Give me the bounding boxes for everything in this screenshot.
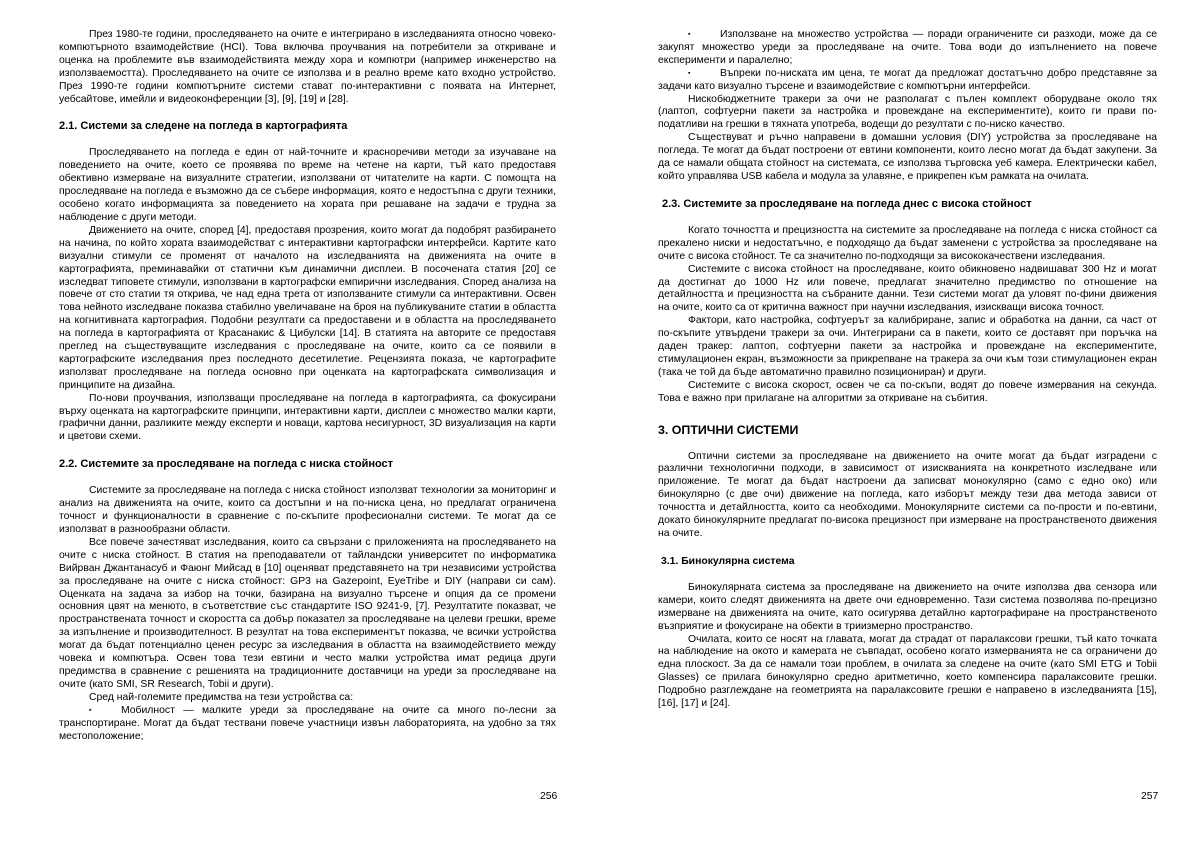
bullet-item-low-price-text: Въпреки по-ниската им цена, те могат да предложат достатъчно добро представяне за задачи като визуално търсене и взаимодействие с компютърни интерфейси. [658,67,1157,92]
section-3-1-paragraph-1: Бинокулярната система за проследяване на движението на очите използва два сензора или камери, които следят движенията на двете очи едновременно. Тази система позволява по-прецизно измерване на движенията на очите, като осигурява детайлно картографиране на пространственото възприятие и фокусиране на обекти в триизмерно пространство. [658,581,1157,632]
bullet-item-low-price [658,68,1157,94]
section-2-2-heading: 2.2. Системите за проследяване на погледа с ниска стойност [59,458,394,471]
bullet-item-mobility [59,705,556,744]
section-2-3-paragraph-3: Фактори, като настройка, софтуерът за калибриране, запис и обработка на данни, са част от по-скъпите утвърдени тракери за очи. Интегрирани са в пакети, които се доставят при поръчка на даден тракер: лаптоп, софтуерни пакети за настройка и провеждане на експериментите, стимулационен екран, възможности за прикрепване на тракера за очи към този стимулационен екран (така че той да бъде автоматично правилно позициониран) и други. [658,315,1157,378]
bullet-square-icon: ▪ [89,706,92,714]
section-3-1-paragraph-2: Очилата, които се носят на главата, могат да страдат от паралаксови грешки, тъй като точката на наблюдение на окото и камерата не съвпадат, особено когато измерванията не са ограничени до една плоскост. За да се намали този проблем, в очилата за следене на очите (като SMI ETG и Tobii Glasses) се прилага бинокулярно средно аритметично, което компенсира паралаксовите грешки. Подробно разглеждане на геометрията на паралаксовите грешки е направено в изследванията [15], [16], [17] и [24]. [658,633,1157,710]
right-page [600,0,1200,849]
section-2-3-paragraph-2: Системите с висока стойност на проследяване, които обикновено надвишават 300 Hz и могат да достигнат до 1000 Hz или повече, предлагат значително предимство по отношение на детайлността и прецизността на събраните данни. Тези системи могат да уловят по-фини движения на очите, които са от критична важност при научни изследвания, изискващи висока точност. [658,263,1157,314]
section-2-2-paragraph-2: Все повече зачестяват изследвания, които са свързани с приложенията на проследяването на очите с ниска стойност. В статия на преподаватели от тайландски университет по информатика Вийрван Джантанасуб и Фаюнг Мийсад в [10] оценяват представянето на три независими устройства за проследяване на очите с ниска стойност: GP3 на Gazepoint, EyeTribe и DIY (направи си сам). Оценката на задача за избор на точки, базирана на визуално търсене и опция да се промени основния цвят на менюто, в съответствие със стандартите ISO 9241-9, [7]. Резултатите показват, че пространствената точност и скоростта са добър показател за проследяване на целеви грешки, време за изпълнение и производителност. В резултат на това експериментът показва, че всички устройства могат да бъдат потенциално ценен ресурс за изследвания в областта на взаимодействието между човека и компютъра. Освен това тези евтини и често малки устройства имат редица други предимства в сравнение с решенията на традиционните доставчици на уреди за проследяване на очите (като SMI, SR Research, Tobii и други). [59,536,556,690]
section-2-1-paragraph-3: По-нови проучвания, използващи проследяване на погледа в картографията, са фокусирани върху оценката на картографските принципи, интерактивни карти, дисплеи с множество малки карти, графични данни, разликите между експерти и новаци, картова несигурност, 3D визуализация на карти и цветови схеми. [59,392,556,443]
page-number-right: 257 [1141,791,1159,802]
section-2-3-paragraph-1: Когато точността и прецизността на системите за проследяване на погледа с ниска стойност са прекалено ниски и недостатъчно, е подходящо да бъдат заменени с устройства за проследяване на очите с висока стойност. Те са значително по-подходящи за висококачествени изследвания. [658,224,1157,262]
intro-paragraph: През 1980-те години, проследяването на очите е интегрирано в изследванията относно човеко-компютърното взаимодействие (HCI). Това включва проучвания на потребители за откриване и оценка на проблемите във взаимодействията между хора и компютри (например инженерство на използваемостта). Проследяването на очите се използва и в реално време като входно устройство. През 1990-те години компютърните системи стават по-интерактивни с появата на Интернет, уебсайтове, имейли и видеоконференции [3], [9], [19] и [28]. [59,29,556,105]
bullet-item-multiple-devices-text: Използване на множество устройства — поради ограничените си разходи, може да се закупят множество уреди за проследяване на очите. Това води до изпълнението на повече експерименти и паралелно; [658,29,1157,66]
section-3-paragraph-1: Оптични системи за проследяване на движението на очите могат да бъдат изградени с различни технологични подходи, в зависимост от изискванията на конкретното изследване или приложение. Те могат да бъдат настроени да записват монокулярно (само с едно око) или бинокулярно (с две очи) движение на погледа, като изборът между тези два метода зависи от точността и детайлността, които са необходими. Монокулярните системи са по-прости и по-евтини, докато бинокулярните предлагат по-висока прецизност при измерване на пространственото движения на очите. [658,450,1157,539]
section-2-2-paragraph-3: Сред най-големите предимства на тези устройства са: [89,691,354,703]
section-2-2-paragraph-1: Системите за проследяване на погледа с ниска стойност използват технологии за мониторинг и анализ на движенията на очите, които са достъпни и на по-ниска цена, но предлагат ограничена точност и функционалности в сравнение с по-скъпите професионални системи. Те могат да се използват в разнообразни области. [59,485,556,535]
section-2-3-heading: 2.3. Системите за проследяване на погледа днес с висока стойност [662,197,1032,210]
section-3-heading: 3. ОПТИЧНИ СИСТЕМИ [658,422,799,437]
diy-paragraph: Съществуват и ръчно направени в домашни условия (DIY) устройства за проследяване на погледа. Те могат да бъдат построени от евтини компоненти, които лесно могат да бъдат закупени. За да се намали общата стойност на системата, се използва търговска уеб камера. Електрически кабел, който управлява USB кабела и модула за улавяне, е прикрепен към рамката на очилата. [658,132,1157,182]
section-2-3-paragraph-4: Системите с висока скорост, освен че са по-скъпи, водят до повече измервания на секунда. Това е важно при прилагане на алгоритми за откриване на събития. [658,379,1157,404]
right-page-column [658,29,1157,711]
low-budget-paragraph: Нискобюджетните тракери за очи не разполагат с пълен комплект оборудване около тях (лаптоп, софтуерни пакети за настройка и провеждане на експериментите), които ги прави по-податливи на грешки в тяхната употреба, водещи до резултати с по-ниско качество. [658,93,1157,131]
page-number-left: 256 [540,791,558,802]
section-2-1-paragraph-1: Проследяването на погледа е един от най-точните и красноречиви методи за изучаване на поведението на очите, което се проявява по време на четене на карти, тъй като предоставя обективно измерване на визуалните стратегии, използвани от читателите на карти. С помощта на проследяване на погледа е възможно да се събере информация, която е недостъпна с други техники, особено когато информацията за поведението на хората при решаване на задачи е трудна за наблюдение с други методи. [59,147,556,223]
section-3-1-heading: 3.1. Бинокулярна система [661,555,795,567]
bullet-item-mobility-text: Мобилност — малките уреди за проследяване на очите са много по-лесни за транспортиране. Могат да бъдат тествани повече участници извън лабораторията, на удобно за тях местоположение; [59,704,556,742]
section-2-1-paragraph-2: Движението на очите, според [4], предоставя прозрения, които могат да подобрят разбирането на начина, по който хората взаимодействат с интерактивни картографски интерфейси. Картите като визуални стимули се променят от началото на изследванията на движенията на очите в картографията, преминавайки от статични към динамични дисплеи. В посочената статия [20] се изследват типовете стимули, използвани в картографски емпирични изследвания. Според анализа на повече от сто статии тя открива, че над една трета от използваните стимули са интерактивни. Освен това нейното изследване показва стабилно увеличаване на броя на публикуваните статии в областта на когнитивната картография. Подобни резултати са предоставени и в областта на проследяването на погледа в картографията от Красанакис & Цибулски [14]. В статията на авторите се предоставя преглед на съществуващите изследвания с проследяване на очите, които са се появили в картографските изследвания през последното десетилетие. Рецензията показа, че картографите използват проследяване на погледа основно при оценката на картографската символизация и принципите на дизайна. [59,224,556,391]
section-2-1-heading: 2.1. Системи за следене на погледа в картографията [59,120,348,133]
bullet-square-icon: ▪ [688,69,691,77]
bullet-square-icon: ▪ [688,31,691,38]
bullet-item-multiple-devices [658,29,1157,68]
left-page-column [59,29,556,743]
